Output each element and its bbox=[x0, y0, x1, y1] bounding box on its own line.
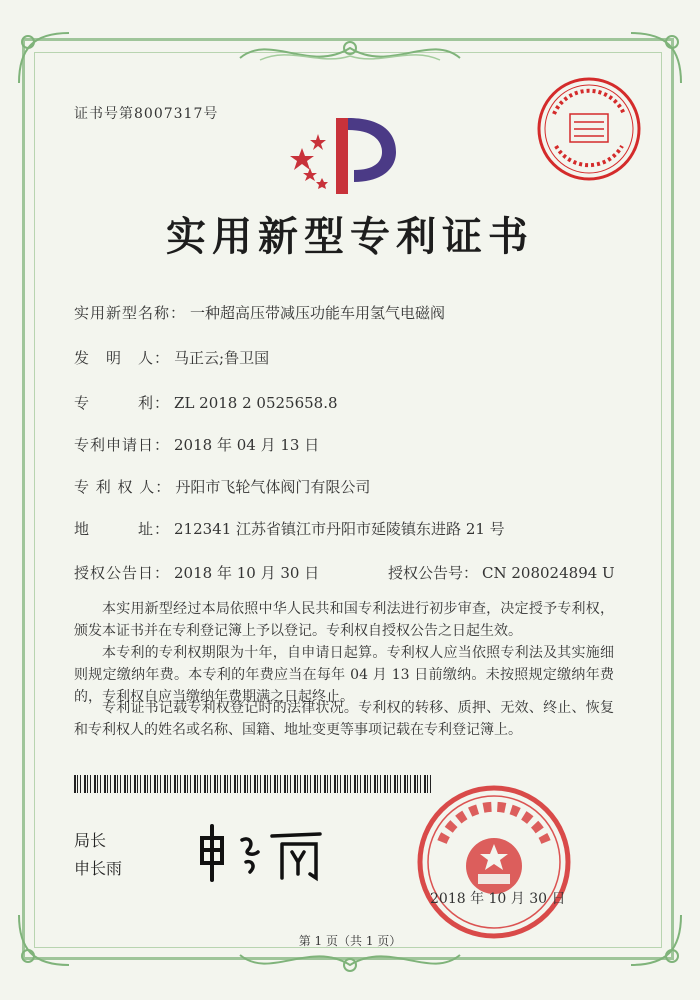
barcode-bar bbox=[114, 775, 116, 793]
field-inventor bbox=[74, 347, 269, 368]
barcode bbox=[74, 775, 434, 793]
field-value: CN 208024894 U bbox=[482, 564, 615, 582]
field-utility-model-name bbox=[74, 302, 445, 323]
barcode-bar bbox=[284, 775, 286, 793]
barcode-bar bbox=[357, 775, 358, 793]
barcode-bar bbox=[400, 775, 401, 793]
barcode-bar bbox=[337, 775, 338, 793]
barcode-bar bbox=[260, 775, 261, 793]
barcode-bar bbox=[224, 775, 226, 793]
barcode-bar bbox=[340, 775, 341, 793]
barcode-bar bbox=[157, 775, 158, 793]
barcode-bar bbox=[254, 775, 256, 793]
barcode-bar bbox=[167, 775, 168, 793]
barcode-bar bbox=[347, 775, 348, 793]
barcode-bar bbox=[147, 775, 148, 793]
field-value: 一种超高压带减压功能车用氢气电磁阀 bbox=[190, 304, 446, 322]
barcode-bar bbox=[250, 775, 251, 793]
barcode-bar bbox=[120, 775, 121, 793]
barcode-bar bbox=[247, 775, 248, 793]
barcode-bar bbox=[94, 775, 96, 793]
field-label: 授权公告日： bbox=[74, 564, 171, 582]
barcode-bar bbox=[160, 775, 161, 793]
barcode-bar bbox=[204, 775, 206, 793]
barcode-bar bbox=[380, 775, 381, 793]
barcode-bar bbox=[220, 775, 221, 793]
field-grant-announcement-date bbox=[74, 562, 319, 583]
barcode-bar bbox=[324, 775, 326, 793]
director-name: 申长雨 bbox=[74, 859, 123, 878]
bottom-ornament bbox=[230, 945, 470, 985]
director-signature bbox=[192, 818, 332, 888]
barcode-bar bbox=[200, 775, 201, 793]
barcode-bar bbox=[137, 775, 138, 793]
certificate-title: 实用新型专利证书 bbox=[166, 213, 534, 260]
barcode-bar bbox=[354, 775, 356, 793]
barcode-bar bbox=[274, 775, 276, 793]
field-label: 发 明 人： bbox=[74, 349, 171, 367]
barcode-bar bbox=[194, 775, 196, 793]
barcode-bar bbox=[397, 775, 398, 793]
barcode-bar bbox=[404, 775, 406, 793]
field-application-date bbox=[74, 434, 319, 455]
barcode-bar bbox=[230, 775, 231, 793]
barcode-bar bbox=[330, 775, 331, 793]
barcode-bar bbox=[140, 775, 141, 793]
barcode-bar bbox=[410, 775, 411, 793]
barcode-bar bbox=[97, 775, 98, 793]
barcode-bar bbox=[287, 775, 288, 793]
tax-stamp-seal bbox=[534, 74, 644, 184]
barcode-bar bbox=[394, 775, 396, 793]
paragraph-record: 专利证书记载专利权登记时的法律状况。专利权的转移、质押、无效、终止、恢复和专利权人的姓名或名称、国籍、地址变更等事项记载在专利登记簿上。 bbox=[74, 700, 614, 738]
barcode-bar bbox=[300, 775, 301, 793]
barcode-bar bbox=[350, 775, 351, 793]
barcode-bar bbox=[177, 775, 178, 793]
barcode-bar bbox=[327, 775, 328, 793]
cnipa-seal bbox=[414, 782, 574, 942]
barcode-bar bbox=[134, 775, 136, 793]
barcode-bar bbox=[74, 775, 76, 793]
barcode-bar bbox=[367, 775, 368, 793]
barcode-bar bbox=[290, 775, 291, 793]
barcode-bar bbox=[387, 775, 388, 793]
barcode-bar bbox=[360, 775, 361, 793]
corner-ornament-tl bbox=[14, 28, 74, 88]
barcode-bar bbox=[124, 775, 126, 793]
barcode-bar bbox=[294, 775, 296, 793]
field-address bbox=[74, 518, 505, 539]
paragraph-term: 本专利的专利权期限为十年，自申请日起算。专利权人应当依照专利法及其实施细则规定缴纳年费。本专利的年费应当在每年 04 月 13 日前缴纳。未按照规定缴纳年费的，专利权自应当缴纳年费期满之日起终止。 bbox=[74, 645, 614, 705]
barcode-bar bbox=[207, 775, 208, 793]
barcode-bar bbox=[407, 775, 408, 793]
barcode-bar bbox=[174, 775, 176, 793]
barcode-bar bbox=[384, 775, 386, 793]
barcode-bar bbox=[190, 775, 191, 793]
barcode-bar bbox=[170, 775, 171, 793]
barcode-bar bbox=[184, 775, 186, 793]
barcode-bar bbox=[264, 775, 266, 793]
field-label: 实用新型名称： bbox=[74, 304, 187, 322]
field-grant-announcement-number bbox=[388, 562, 615, 583]
field-label: 专 利： bbox=[74, 394, 171, 412]
field-label: 授权公告号： bbox=[388, 564, 479, 582]
patent-office-logo-icon bbox=[288, 108, 408, 198]
barcode-bar bbox=[370, 775, 371, 793]
barcode-bar bbox=[144, 775, 146, 793]
barcode-bar bbox=[267, 775, 268, 793]
field-value: 2018 年 04 月 13 日 bbox=[174, 436, 320, 454]
field-value: 马正云;鲁卫国 bbox=[174, 349, 270, 367]
field-label: 专 利 权 人： bbox=[74, 478, 172, 496]
barcode-bar bbox=[107, 775, 108, 793]
barcode-bar bbox=[154, 775, 156, 793]
director-title: 局长 bbox=[74, 831, 107, 850]
field-value: 2018 年 10 月 30 日 bbox=[174, 564, 320, 582]
field-label: 地 址： bbox=[74, 520, 171, 538]
barcode-bar bbox=[117, 775, 118, 793]
barcode-bar bbox=[314, 775, 316, 793]
barcode-bar bbox=[217, 775, 218, 793]
barcode-bar bbox=[390, 775, 391, 793]
field-value: 丹阳市飞轮气体阀门有限公司 bbox=[175, 478, 371, 496]
field-patentee bbox=[74, 476, 370, 497]
barcode-bar bbox=[280, 775, 281, 793]
barcode-bar bbox=[84, 775, 86, 793]
seal-date: 2018 年 10 月 30 日 bbox=[430, 891, 566, 907]
barcode-bar bbox=[87, 775, 88, 793]
barcode-bar bbox=[104, 775, 106, 793]
barcode-bar bbox=[257, 775, 258, 793]
barcode-bar bbox=[277, 775, 278, 793]
barcode-bar bbox=[130, 775, 131, 793]
barcode-bar bbox=[210, 775, 211, 793]
barcode-bar bbox=[77, 775, 78, 793]
barcode-bar bbox=[90, 775, 91, 793]
field-value: 212341 江苏省镇江市丹阳市延陵镇东进路 21 号 bbox=[174, 520, 505, 538]
barcode-bar bbox=[214, 775, 216, 793]
barcode-bar bbox=[307, 775, 308, 793]
barcode-bar bbox=[377, 775, 378, 793]
barcode-bar bbox=[100, 775, 101, 793]
page-number: 第 1 页（共 1 页） bbox=[298, 934, 402, 948]
barcode-bar bbox=[310, 775, 311, 793]
barcode-bar bbox=[244, 775, 246, 793]
barcode-bar bbox=[270, 775, 271, 793]
barcode-bar bbox=[110, 775, 111, 793]
barcode-bar bbox=[334, 775, 336, 793]
barcode-bar bbox=[364, 775, 366, 793]
barcode-bar bbox=[180, 775, 181, 793]
barcode-bar bbox=[197, 775, 198, 793]
barcode-bar bbox=[304, 775, 306, 793]
barcode-bar bbox=[227, 775, 228, 793]
field-value: ZL 2018 2 0525658.8 bbox=[174, 394, 338, 412]
barcode-bar bbox=[164, 775, 166, 793]
barcode-bar bbox=[317, 775, 318, 793]
barcode-bar bbox=[320, 775, 321, 793]
barcode-bar bbox=[127, 775, 128, 793]
barcode-bar bbox=[234, 775, 236, 793]
paragraph-grant: 本实用新型经过本局依照中华人民共和国专利法进行初步审查，决定授予专利权，颁发本证书并在专利登记簿上予以登记。专利权自授权公告之日起生效。 bbox=[74, 601, 614, 639]
barcode-bar bbox=[187, 775, 188, 793]
barcode-bar bbox=[344, 775, 346, 793]
field-label: 专利申请日： bbox=[74, 436, 171, 454]
barcode-bar bbox=[80, 775, 81, 793]
barcode-bar bbox=[374, 775, 376, 793]
barcode-bar bbox=[237, 775, 238, 793]
certificate-number: 证书号第8007317号 bbox=[74, 106, 219, 122]
barcode-bar bbox=[297, 775, 298, 793]
field-patent-number bbox=[74, 392, 338, 413]
barcode-bar bbox=[150, 775, 151, 793]
barcode-bar bbox=[240, 775, 241, 793]
top-ornament bbox=[230, 28, 470, 78]
